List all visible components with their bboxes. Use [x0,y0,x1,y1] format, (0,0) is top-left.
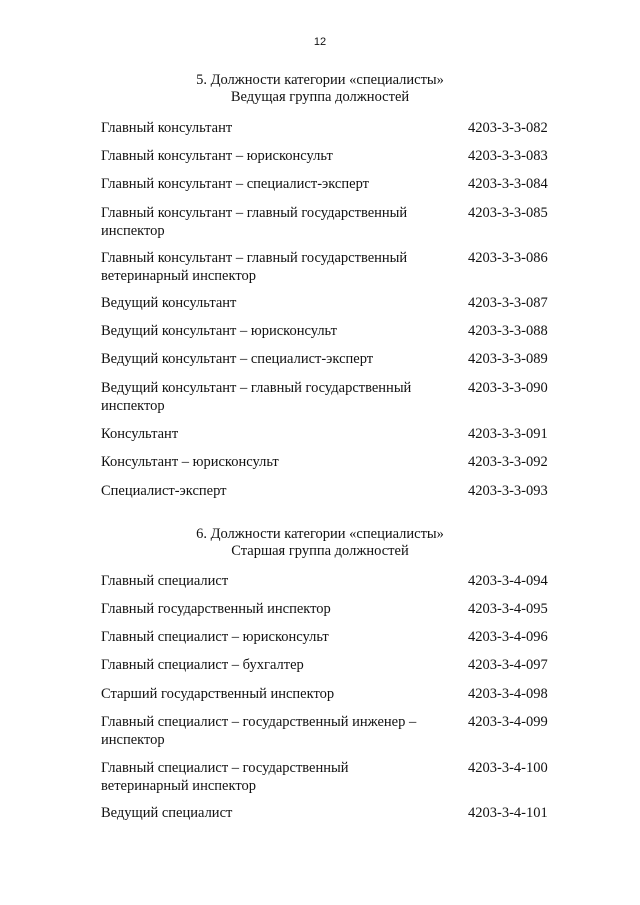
position-title: Старший государственный инспектор [101,686,335,702]
position-code: 4203-3-3-085 [468,205,548,221]
position-title: Главный консультант – юрисконсульт [101,148,333,164]
position-title: Главный специалист – бухгалтер [101,657,304,673]
position-code: 4203-3-4-098 [468,686,548,702]
position-code: 4203-3-4-095 [468,601,548,617]
position-code: 4203-3-3-082 [468,120,548,136]
position-title: Главный специалист – государственный ветеринарный инспектор [101,760,349,794]
position-code: 4203-3-4-100 [468,760,548,776]
position-code: 4203-3-3-093 [468,483,548,499]
position-title: Главный консультант – главный государственный инспектор [101,205,408,239]
position-code: 4203-3-4-099 [468,714,548,730]
page-number: 12 [313,36,327,48]
position-title: Главный консультант – главный государственный ветеринарный инспектор [101,250,408,284]
section-subtitle: Ведущая группа должностей [230,89,410,105]
position-title: Главный специалист – государственный инженер – инспектор [101,714,417,748]
position-title: Консультант [101,426,179,442]
position-title: Ведущий консультант [101,295,237,311]
position-title: Ведущий консультант – главный государственный инспектор [101,380,412,414]
position-code: 4203-3-3-092 [468,454,548,470]
position-code: 4203-3-3-083 [468,148,548,164]
position-title: Главный государственный инспектор [101,601,331,617]
position-title: Главный специалист [101,573,229,589]
position-title: Ведущий специалист [101,805,233,821]
position-code: 4203-3-3-089 [468,351,548,367]
position-code: 4203-3-3-086 [468,250,548,266]
position-code: 4203-3-4-097 [468,657,548,673]
section-subtitle: Старшая группа должностей [231,543,409,559]
position-code: 4203-3-3-090 [468,380,548,396]
position-title: Главный специалист – юрисконсульт [101,629,329,645]
position-code: 4203-3-3-091 [468,426,548,442]
position-code: 4203-3-3-084 [468,176,548,192]
section-heading-6 [0,526,640,560]
position-title: Ведущий консультант – специалист-эксперт [101,351,374,367]
position-code: 4203-3-3-087 [468,295,548,311]
position-code: 4203-3-4-101 [468,805,548,821]
position-code: 4203-3-3-088 [468,323,548,339]
section-heading-5 [0,72,640,106]
position-title: Главный консультант [101,120,233,136]
position-code: 4203-3-4-096 [468,629,548,645]
position-title: Главный консультант – специалист-эксперт [101,176,369,192]
position-code: 4203-3-4-094 [468,573,548,589]
position-title: Специалист-эксперт [101,483,227,499]
section-title: 6. Должности категории «специалисты» [196,526,444,542]
position-title: Ведущий консультант – юрисконсульт [101,323,337,339]
position-title: Консультант – юрисконсульт [101,454,279,470]
section-title: 5. Должности категории «специалисты» [196,72,444,88]
